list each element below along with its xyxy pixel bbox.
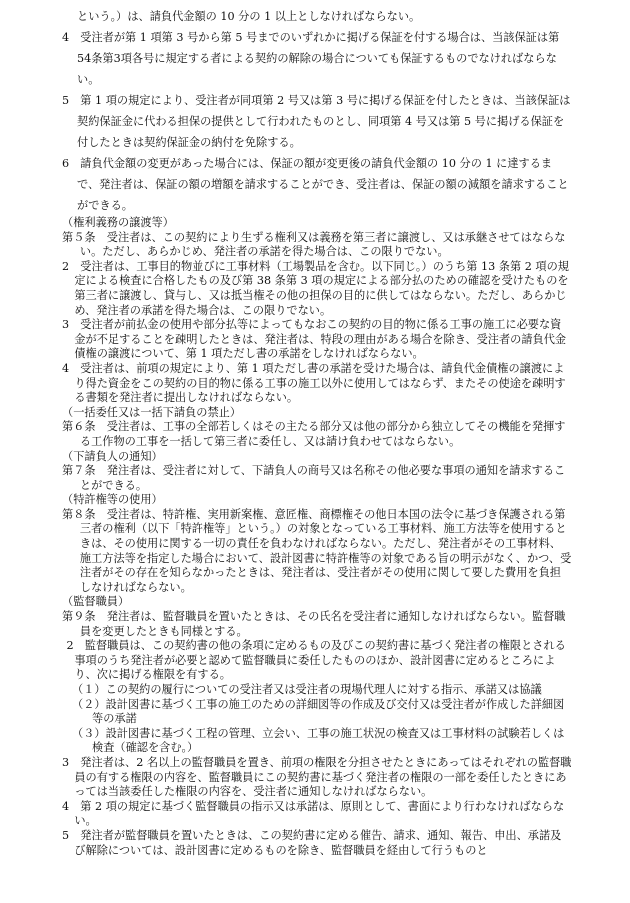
clause-4-1-continuation: という。）は、請負代金額の 10 分の 1 以上としなければならない。: [77, 10, 421, 23]
article-9-item-3: （３）設計図書に基づく工程の管理、立会い、工事の施工状況の検査又は工事材料の試験若しくは検査（確認を含む。）: [72, 726, 565, 755]
article-5-para-1: 第５条 受注者は、この契約により生ずる権利又は義務を第三者に譲渡し、又は承継させてはならない。ただし、あらかじめ、発注者の承諾を得た場合は、この限りでない。: [62, 230, 566, 259]
heading-subcontract-prohibition: （一括委任又は一括下請負の禁止）: [62, 405, 242, 419]
article-9-para-4: 4 第 2 項の規定に基づく監督職員の指示又は承諾は、原則として、書面により行わなければならない。: [62, 799, 565, 828]
heading-supervisor: （監督職員）: [62, 595, 130, 609]
article-9-item-2: （２）設計図書に基づく工事の施工のための詳細図等の作成及び交付又は受注者が作成した詳細図等の承諾: [72, 697, 565, 726]
article-9-para-5: 5 発注者が監督職員を置いたときは、この契約書に定める催告、請求、通知、報告、申出、承諾及び解除については、設計図書に定めるものを除き、監督職員を経由して行うものと: [62, 828, 562, 857]
heading-patent-use: （特許権等の使用）: [62, 493, 163, 507]
article-9-para-2: 2 監督職員は、この契約書の他の条項に定めるもの及びこの契約書に基づく発注者の権限とされる事項のうち発注者が必要と認めて監督職員に委任したもののほか、設計図書に定めるところにより、次に掲げる権限を有する。: [66, 639, 566, 682]
article-9-item-1: （１）この契約の履行についての受注者又は受注者の現場代理人に対する指示、承諾又は協議: [72, 683, 542, 696]
article-5-para-4: 4 受注者は、前項の規定により、第 1 項ただし書の承諾を受けた場合は、請負代金債権の譲渡により得た資金をこの契約の目的物に係る工事の施工以外に使用してはならず、またその使途を疎明する書類を発注者に提出しなければならない。: [62, 361, 566, 405]
clause-4-para-5: 5 第 1 項の規定により、受注者が同項第 2 号又は第 3 号に掲げる保証を付したときは、当該保証は契約保証金に代わる担保の提供として行われたものとし、同項第 4 号又は第 5 号に掲げる保証を付したときは契約保証金の納付を免除する。: [62, 94, 571, 149]
heading-subcontractor-notice: （下請負人の通知）: [62, 449, 163, 463]
article-6: 第６条 受注者は、工事の全部若しくはその主たる部分又は他の部分から独立してその機能を発揮する工作物の工事を一括して第三者に委任し、又は請け負わせてはならない。: [62, 420, 566, 448]
article-8: 第８条 受注者は、特許権、実用新案権、意匠権、商標権その他日本国の法令に基づき保護される第三者の権利（以下「特許権等」という。）の対象となっている工事材料、施工方法等を使用するときは、その使用に関する一切の責任を負わなければならない。ただし、発注者がその工事材料、施工方法等を指定した場合において、設計図書に特許権等の対象である旨の明示がなく、かつ、受注者がその存在を知らなかったときは、発注者は、受注者がその使用に関して要した費用を負担しなければならない。: [62, 507, 572, 594]
article-9-para-1: 第９条 発注者は、監督職員を置いたときは、その氏名を受注者に通知しなければならない。監督職員を変更したときも同様とする。: [62, 610, 566, 638]
heading-assignment-of-rights: （権利義務の譲渡等）: [62, 216, 174, 229]
article-5-para-2: 2 受注者は、工事目的物並びに工事材料（工場製品を含む。以下同じ。）のうち第 13 条第 2 項の規定による検査に合格したもの及び第 38 条第 3 項の規定による部分払のための確認を受けたものを第三者に譲渡し、貸与し、又は抵当権その他の担保の目的に供してはならない。ただし、あらかじめ、発注者の承諾を得た場合は、この限りでない。: [62, 259, 569, 317]
clause-4-para-6: 6 請負代金額の変更があった場合には、保証の額が変更後の請負代金額の 10 分の 1 に達するまで、発注者は、保証の額の増額を請求することができ、受注者は、保証の額の減額を請求することができる。: [62, 157, 569, 212]
article-9-para-3: 3 発注者は、2 名以上の監督職員を置き、前項の権限を分担させたときにあってはそれぞれの監督職員の有する権限の内容を、監督職員にこの契約書に基づく発注者の権限の一部を委任したときにあっては当該委任した権限の内容を、受注者に通知しなければならない。: [62, 755, 572, 799]
article-5-para-3: 3 受注者が前払金の使用や部分払等によってもなおこの契約の目的物に係る工事の施工に必要な資金が不足することを疎明したときは、発注者は、特段の理由がある場合を除き、受注者の請負代金債権の譲渡について、第 1 項ただし書の承諾をしなければならない。: [62, 318, 567, 361]
clause-4-para-4: 4 受注者が第 1 項第 3 号から第 5 号までのいずれかに掲げる保証を付する場合は、当該保証は第54条第3項各号に規定する者による契約の解除の場合についても保証するものでなければならない。: [62, 31, 560, 86]
article-7: 第７条 発注者は、受注者に対して、下請負人の商号又は名称その他必要な事項の通知を請求することができる。: [62, 464, 566, 492]
